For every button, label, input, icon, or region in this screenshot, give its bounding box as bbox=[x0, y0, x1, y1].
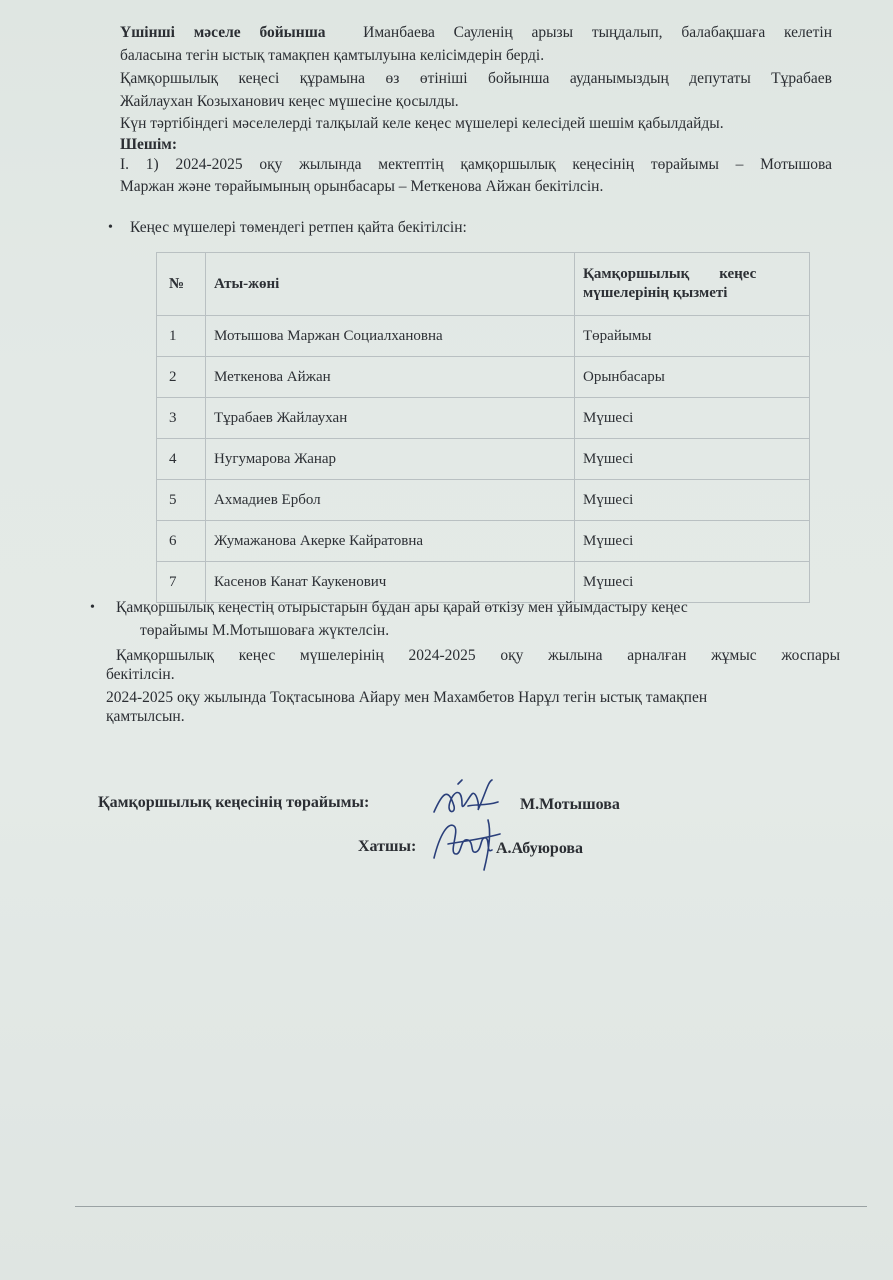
table-row bbox=[157, 357, 810, 398]
paragraph-2-line-1: Қамқоршылық кеңесі құрамына өз өтініші бойынша ауданымыздың депутаты Тұрабаев bbox=[120, 70, 832, 87]
row-number: 4 bbox=[157, 439, 206, 480]
row-number: 3 bbox=[157, 398, 206, 439]
table-row bbox=[157, 521, 810, 562]
bullet-1-text: Кеңес мүшелері төмендегі ретпен қайта бекітілсін: bbox=[130, 219, 467, 236]
plan-line-2: бекітілсін. bbox=[106, 666, 175, 683]
row-role: Төрайымы bbox=[575, 316, 810, 357]
paragraph-3: Күн тәртібіндегі мәселелерді талқылай келе кеңес мүшелері келесідей шешім қабылдайды. bbox=[120, 115, 724, 132]
secretary-signature-name: А.Абуюрова bbox=[496, 840, 584, 857]
paragraph-2-line-2: Жайлаухан Козыханович кеңес мүшесіне қосылды. bbox=[120, 93, 459, 110]
secretary-signature-label: Хатшы: bbox=[358, 838, 417, 855]
bullet-dot: • bbox=[108, 220, 113, 235]
paragraph-1-text: Иманбаева Сауленің арызы тыңдалып, балабақшаға келетін bbox=[363, 24, 833, 41]
decision-1-line-2: Маржан және төрайымының орынбасары – Меткенова Айжан бекітілсін. bbox=[120, 178, 604, 195]
row-name: Жумажанова Акерке Кайратовна bbox=[206, 521, 575, 562]
plan-line-1: Қамқоршылық кеңес мүшелерінің 2024-2025 оқу жылына арналған жұмыс жоспары bbox=[116, 647, 840, 664]
row-name: Нугумарова Жанар bbox=[206, 439, 575, 480]
header-role bbox=[575, 253, 810, 316]
row-role: Мүшесі bbox=[575, 480, 810, 521]
row-number: 5 bbox=[157, 480, 206, 521]
row-role: Мүшесі bbox=[575, 562, 810, 603]
chair-signature-label: Қамқоршылық кеңесінің төрайымы: bbox=[98, 794, 370, 811]
table-row bbox=[157, 480, 810, 521]
row-number: 2 bbox=[157, 357, 206, 398]
row-role: Мүшесі bbox=[575, 439, 810, 480]
paragraph-1-heading: Үшінші мәселе бойынша bbox=[120, 24, 326, 41]
header-name: Аты-жөні bbox=[206, 253, 575, 316]
members-table bbox=[156, 252, 810, 603]
header-role-line-1: Қамқоршылық кеңес bbox=[583, 266, 757, 282]
table-row bbox=[157, 439, 810, 480]
decision-label: Шешім: bbox=[120, 136, 178, 153]
row-number: 6 bbox=[157, 521, 206, 562]
decision-1-line-1: І. 1) 2024-2025 оқу жылында мектептің қамқоршылық кеңесінің төрайымы – Мотышова bbox=[120, 156, 832, 173]
chair-signature-name: М.Мотышова bbox=[520, 796, 620, 813]
table-row bbox=[157, 398, 810, 439]
row-number: 7 bbox=[157, 562, 206, 603]
row-role: Мүшесі bbox=[575, 521, 810, 562]
meals-line-1: 2024-2025 оқу жылында Тоқтасынова Айару мен Махамбетов Нарұл тегін ыстық тамақпен bbox=[106, 689, 708, 706]
table-row bbox=[157, 316, 810, 357]
row-name: Мотышова Маржан Социалхановна bbox=[206, 316, 575, 357]
paragraph-1-line-1 bbox=[120, 22, 832, 43]
header-number: № bbox=[157, 253, 206, 316]
meals-line-2: қамтылсын. bbox=[106, 708, 185, 725]
paragraph-1-line-2: баласына тегін ыстық тамақпен қамтылуына келісімдерін берді. bbox=[120, 47, 545, 64]
header-role-line-2: мүшелерінің қызметі bbox=[583, 285, 728, 301]
row-name: Касенов Канат Каукенович bbox=[206, 562, 575, 603]
table-header-row bbox=[157, 253, 810, 316]
row-name: Тұрабаев Жайлаухан bbox=[206, 398, 575, 439]
secretary-signature-scrawl bbox=[430, 814, 506, 872]
bullet-dot: • bbox=[90, 600, 95, 615]
row-name: Ахмадиев Ербол bbox=[206, 480, 575, 521]
row-name: Меткенова Айжан bbox=[206, 357, 575, 398]
footer-divider bbox=[75, 1206, 867, 1207]
bullet-2-line-1: Қамқоршылық кеңестің отырыстарын бұдан ары қарай өткізу мен ұйымдастыру кеңес bbox=[116, 599, 688, 616]
row-number: 1 bbox=[157, 316, 206, 357]
row-role: Орынбасары bbox=[575, 357, 810, 398]
bullet-2-line-2: төрайымы М.Мотышоваға жүктелсін. bbox=[140, 622, 390, 639]
row-role: Мүшесі bbox=[575, 398, 810, 439]
